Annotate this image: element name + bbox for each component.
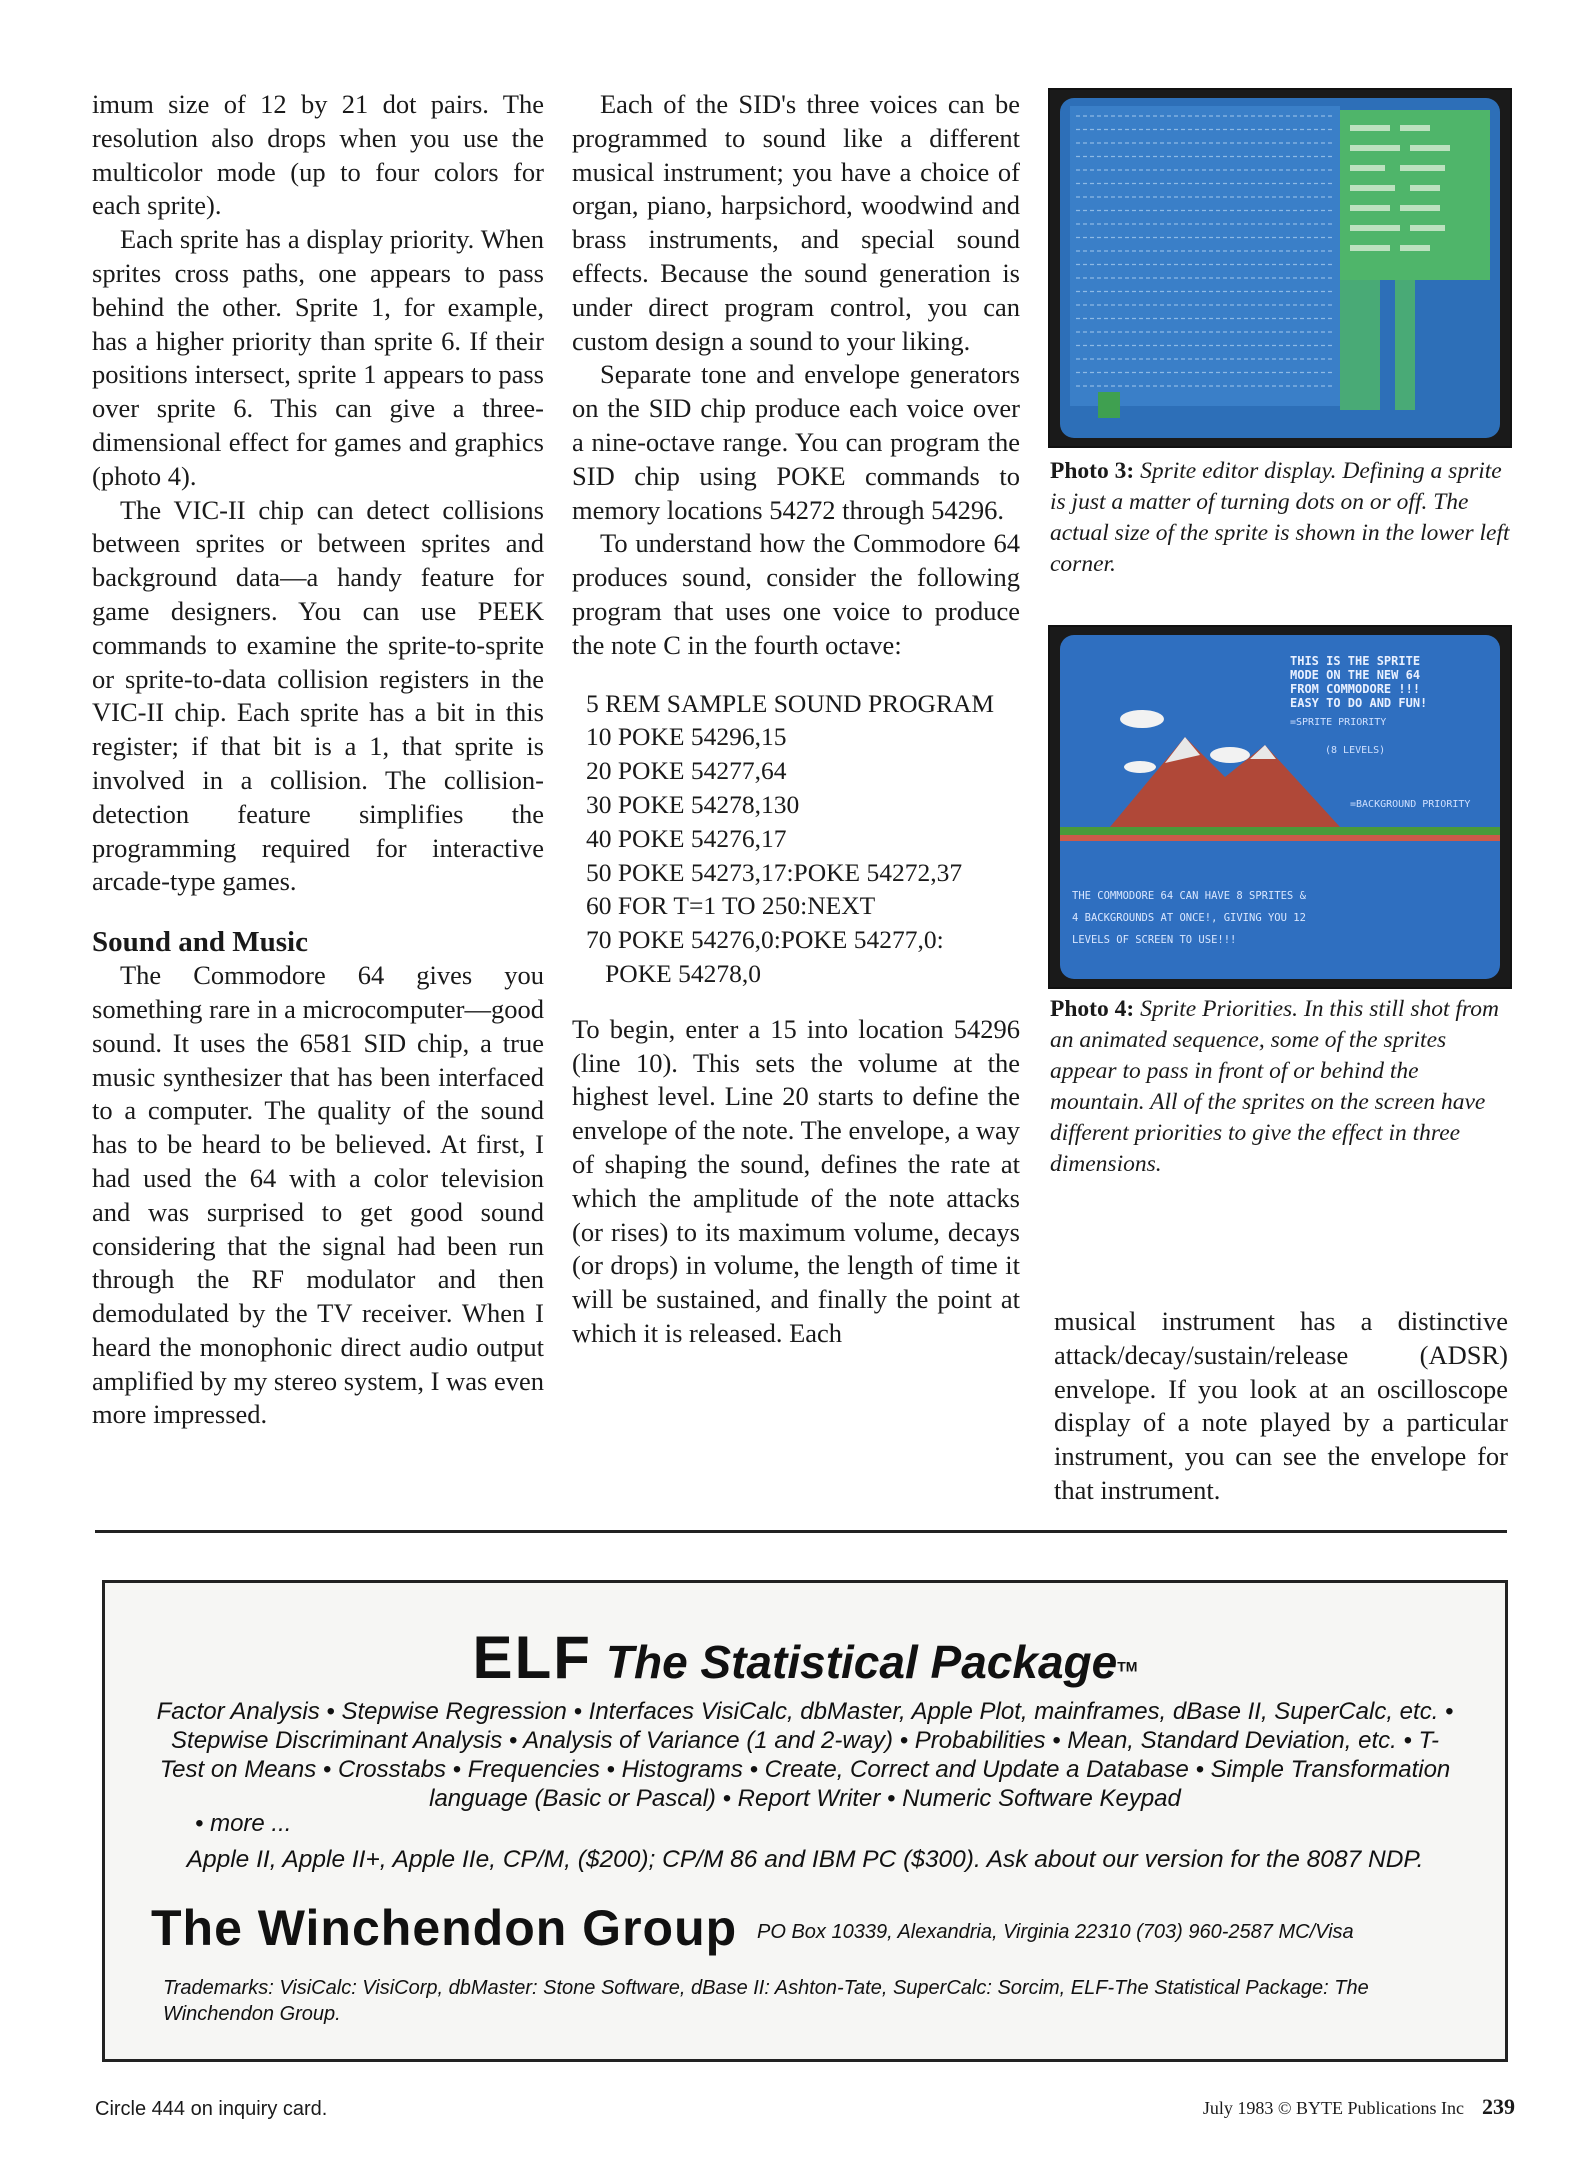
screen-text-line: FROM COMMODORE !!!: [1290, 682, 1421, 696]
divider: [95, 1530, 1507, 1533]
advertisement: [102, 1580, 1508, 2062]
paragraph: The Commodore 64 gives you something rare in a microcomputer—good sound. It uses the 6581 SID chip, a true music synthesizer that has been interfaced to a computer. The quality of the sound has to be heard to be believed. At first, I had used the 64 with a color television and was surprised to get good sound considering that the signal had been run through the RF modulator and then demodulated by the TV receiver. When I heard the monophonic direct audio output amplified by my stereo system, I was even more impressed.: [92, 960, 544, 1430]
code-line: 20 POKE 54277,64: [586, 756, 787, 786]
column-3-text: musical instrument has a distinctive attack/decay/sustain/release (ADSR) envelope. If you look at an oscilloscope display of a note played by a particular instrument, you can see the envelope for that instrument.: [1054, 1306, 1508, 1505]
photo-3-sprite-editor: [1048, 88, 1512, 448]
ad-address: PO Box 10339, Alexandria, Virginia 22310 (703) 960-2587 MC/Visa: [757, 1921, 1354, 1943]
paragraph: Each sprite has a display priority. When sprites cross paths, one appears to pass behind the other. Sprite 1, for example, has a higher priority than sprite 6. If their positions intersect, sprite 1 appears to pass over sprite 6. This can give a three-dimensional effect for games and graphics (photo 4).: [92, 224, 544, 491]
section-heading: Sound and Music: [92, 926, 308, 959]
code-line: 30 POKE 54278,130: [586, 789, 800, 819]
code-line: 70 POKE 54276,0:POKE 54277,0:: [586, 925, 944, 955]
ad-platforms: Apple II, Apple II+, Apple IIe, CP/M, ($200); CP/M 86 and IBM PC ($300). Ask about our version for the 8087 NDP.: [186, 1846, 1424, 1873]
page-number: 239: [1482, 2094, 1515, 2119]
screen-text-line: EASY TO DO AND FUN!: [1290, 696, 1428, 710]
code-line: 5 REM SAMPLE SOUND PROGRAM: [586, 688, 995, 718]
code-line: POKE 54278,0: [586, 958, 761, 988]
footer-date: July 1983 © BYTE Publications Inc: [1202, 2098, 1464, 2118]
screen-label: =SPRITE PRIORITY: [1290, 717, 1387, 728]
sprite-editor-image: [1050, 90, 1510, 446]
code-line: 40 POKE 54276,17: [586, 823, 787, 853]
ad-headline: [105, 1623, 1505, 1692]
paragraph: The VIC-II chip can detect collisions between sprites or between sprites and background data—a handy feature for game designers. You can use PEEK commands to examine the sprite-to-sprite or sprite-to-data collision registers in the VIC-II chip. Each sprite has a bit in this register; if that bit is a 1, that sprite is involved in a collision. The collision-detection feature simplifies the programming required for interactive arcade-type games.: [92, 494, 544, 897]
caption-text: Sprite editor display. Defining a sprite is just a matter of turning dots on or off. The actual size of the sprite is shown in the lower left corner.: [1050, 458, 1510, 577]
code-line: 50 POKE 54273,17:POKE 54272,37: [586, 857, 963, 887]
photo-4-caption: [1050, 994, 1510, 1180]
paragraph: To understand how the Commodore 64 produces sound, consider the following program that uses one voice to produce the note C in the fourth octave:: [572, 528, 1020, 660]
caption-label: Photo 3:: [1050, 458, 1135, 484]
caption-label: Photo 4:: [1050, 996, 1135, 1022]
footer-publication: [1203, 2094, 1515, 2120]
photo-3-caption: [1050, 456, 1510, 580]
screen-text-line: MODE ON THE NEW 64: [1290, 668, 1421, 682]
ad-company: The Winchendon Group: [151, 1900, 738, 1956]
ad-logo: ELF: [472, 1624, 592, 1691]
screen-text-line: THE COMMODORE 64 CAN HAVE 8 SPRITES &: [1072, 890, 1306, 902]
paragraph: Each of the SID's three voices can be programmed to sound like a different musical instrument; you have a choice of organ, piano, harpsichord, woodwind and brass instruments, and special sound effects. Because the sound generation is under direct program control, you can custom design a sound to your liking.: [572, 89, 1020, 356]
column-1: [92, 88, 544, 1432]
photo-4-sprite-priorities: [1048, 625, 1512, 989]
code-line: 60 FOR T=1 TO 250:NEXT: [586, 891, 876, 921]
screen-text-line: 4 BACKGROUNDS AT ONCE!, GIVING YOU 12: [1072, 912, 1306, 924]
screen-label: =BACKGROUND PRIORITY: [1350, 799, 1471, 810]
sprite-priorities-image: [1050, 627, 1510, 987]
ad-trademarks: Trademarks: VisiCalc: VisiCorp, dbMaster: Stone Software, dBase II: Ashton-Tate, SuperCalc: Sorcim, ELF-The Statistical Package: The Winchendon Group.: [163, 1977, 1369, 2025]
paragraph: imum size of 12 by 21 dot pairs. The resolution also drops when you use the multicolor mode (up to four colors for each sprite).: [92, 89, 544, 221]
screen-text-line: LEVELS OF SCREEN TO USE!!!: [1072, 934, 1237, 946]
screen-label: (8 LEVELS): [1325, 745, 1386, 756]
screen-text-line: THIS IS THE SPRITE: [1290, 654, 1421, 668]
code-listing: [586, 687, 1020, 991]
paragraph: To begin, enter a 15 into location 54296 (line 10). This sets the volume at the highest level. Line 20 starts to define the envelope of the note. The envelope, a way of shaping the sound, defines the rate at which the amplitude of the note attacks (or rises) to its maximum volume, decays (or drops) in volume, the length of time it will be sustained, and finally the point at which it is released. Each: [572, 1013, 1020, 1348]
caption-text: Sprite Priorities. In this still shot from an animated sequence, some of the sprites appear to pass in front of or behind the mountain. All of the sprites on the screen have different priorities to give the effect in three dimensions.: [1050, 996, 1499, 1177]
trademark-mark: TM: [1117, 1658, 1138, 1675]
column-2: [572, 88, 1020, 1351]
ad-title: The Statistical Package: [605, 1636, 1118, 1688]
ad-more: • more ...: [195, 1810, 292, 1837]
ad-features: Factor Analysis • Stepwise Regression • Interfaces VisiCalc, dbMaster, Apple Plot, mainframes, dBase II, SuperCalc, etc. • Stepwise Discriminant Analysis • Analysis of Variance (1 and 2-way) • Probabilities • Mean, Standard Deviation, etc. • T-Test on Means • Crosstabs • Frequencies • Histograms • Create, Correct and Update a Database • Simple Transformation language (Basic or Pascal) • Report Writer • Numeric Software Keypad: [156, 1698, 1454, 1812]
paragraph: Separate tone and envelope generators on the SID chip produce each voice over a nine-octave range. You can program the SID chip using POKE commands to memory locations 54272 through 54296.: [572, 359, 1020, 525]
code-line: 10 POKE 54296,15: [586, 722, 787, 752]
footer-inquiry: Circle 444 on inquiry card.: [95, 2098, 328, 2120]
